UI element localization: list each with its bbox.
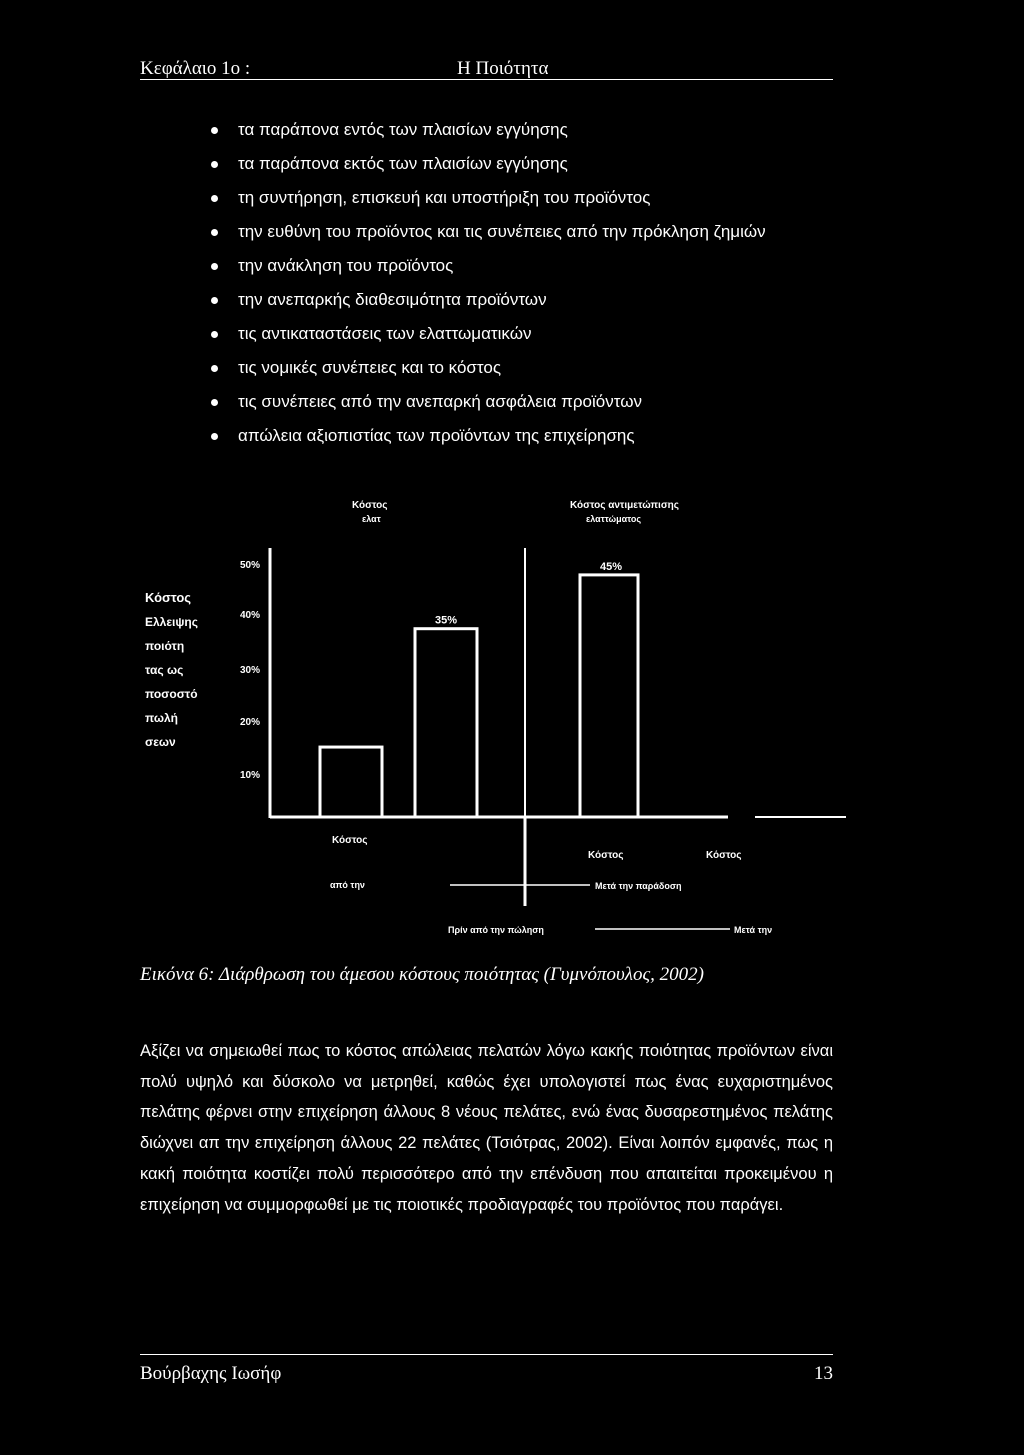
- body-paragraph: Αξίζει να σημειωθεί πως το κόστος απώλειας πελατών λόγω κακής ποιότητας προϊόντων είναι πολύ υψηλό και δύσκολο να μετρηθεί, καθώς έχει υπολογιστεί πως ένας ευχαριστημένος πελάτης φέρνει στην επιχείρηση άλλους 8 νέους πελάτες, ενώ ένας δυσαρεστημένος πελάτης διώχνει απ την επιχείρηση άλλους 22 πελάτες (Τσιότρας, 2002). Είναι λοιπόν εμφανές, πως η κακή ποιότητα κοστίζει πολύ περισσότερο από την επένδυση που απαιτείται προκειμένου η επιχείρηση να συμμορφωθεί με τις ποιοτικές προδιαγραφές του προϊόντος που παράγει.: [140, 1042, 833, 1214]
- list-item: τα παράπονα εντός των πλαισίων εγγύησης: [238, 116, 766, 150]
- y-axis-label-line: Κόστος: [145, 590, 192, 605]
- bottom-label: Κόστος: [588, 850, 624, 861]
- top-label-right-2: ελαττώματος: [586, 514, 642, 524]
- bottom-label: Μετά την παράδοση: [595, 881, 682, 891]
- list-item: την ανάκληση του προϊόντος: [238, 252, 766, 286]
- list-item: απώλεια αξιοπιστίας των προϊόντων της επιχείρησης: [238, 422, 766, 456]
- bar-value-label: 45%: [600, 560, 623, 573]
- bar: [320, 747, 382, 817]
- top-label-right-1: Κόστος αντιμετώπισης: [570, 500, 679, 511]
- footer-rule: [140, 1354, 833, 1355]
- y-axis-label-line: σεων: [145, 735, 176, 749]
- y-axis-label-line: ποσοστό: [145, 687, 198, 701]
- y-axis-label-line: τας ως: [145, 663, 184, 677]
- bar: [415, 629, 477, 817]
- bottom-label: από την: [330, 880, 365, 890]
- list-item: την ευθύνη του προϊόντος και τις συνέπειες από την πρόκληση ζημιών: [238, 218, 766, 252]
- y-tick: 40%: [240, 610, 261, 621]
- y-tick: 20%: [240, 717, 261, 728]
- author-name: Βούρβαχης Ιωσήφ: [140, 1363, 282, 1384]
- y-axis-label-line: ποιότη: [145, 639, 185, 653]
- header-rule: [140, 79, 833, 80]
- y-axis-label-line: πωλή: [145, 711, 178, 725]
- list-item: τις αντικαταστάσεις των ελαττωματικών: [238, 320, 766, 354]
- y-axis-label-line: Ελλειψης: [145, 615, 198, 629]
- bar-value-label: 35%: [435, 614, 458, 627]
- list-item: τις νομικές συνέπειες και το κόστος: [238, 354, 766, 388]
- bottom-label: Πρίν από την πώληση: [448, 925, 544, 935]
- list-item: τις συνέπειες από την ανεπαρκή ασφάλεια προϊόντων: [238, 388, 766, 422]
- bottom-label: Μετά την: [734, 925, 773, 935]
- bottom-label: Κόστος: [332, 835, 368, 846]
- chapter-label: Κεφάλαιο 1ο :: [140, 58, 251, 79]
- figure-caption: Εικόνα 6: Διάρθρωση του άμεσου κόστους ποιότητας (Γυμνόπουλος, 2002): [140, 964, 704, 985]
- top-label-left-1: Κόστος: [352, 500, 388, 511]
- page-number: 13: [814, 1363, 833, 1384]
- top-label-left-2: ελατ: [362, 514, 381, 524]
- list-item: την ανεπαρκής διαθεσιμότητα προϊόντων: [238, 286, 766, 320]
- page-footer: [140, 1363, 833, 1387]
- y-tick: 10%: [240, 770, 261, 781]
- list-item: τη συντήρηση, επισκευή και υποστήριξη του προϊόντος: [238, 184, 766, 218]
- quality-cost-chart: [140, 488, 852, 940]
- list-item: τα παράπονα εκτός των πλαισίων εγγύησης: [238, 150, 766, 184]
- y-tick: 30%: [240, 665, 261, 676]
- y-tick: 50%: [240, 560, 261, 571]
- bullet-list: [238, 116, 766, 456]
- bar: [580, 575, 638, 817]
- bottom-label: Κόστος: [706, 850, 742, 861]
- section-title: Η Ποιότητα: [457, 58, 549, 79]
